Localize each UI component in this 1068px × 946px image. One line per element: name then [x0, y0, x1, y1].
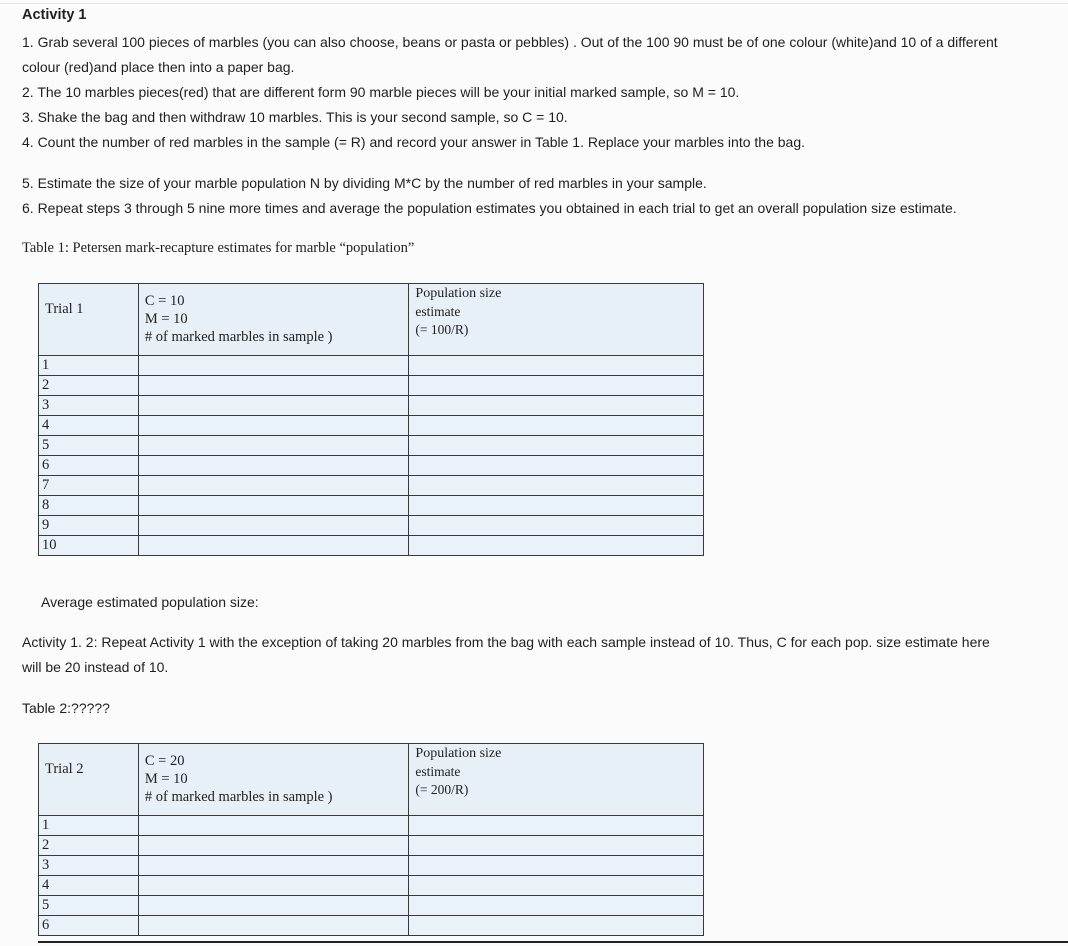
- table-row: [39, 916, 704, 936]
- step-2: 2. The 10 marbles pieces(red) that are different form 90 marble pieces will be your initial marked sample, so M = 10.: [22, 84, 740, 100]
- table2-caption: Table 2:?????: [22, 700, 110, 716]
- table-row: [39, 836, 704, 856]
- table2-c-value: C = 20: [144, 753, 185, 769]
- step-1-line-1: 1. Grab several 100 pieces of marbles (you can also choose, beans or pasta or pebbles) . Out of the 100 90 must be of one colour (white)and 10 of a different: [22, 34, 998, 50]
- trial-number: 6: [39, 456, 139, 476]
- table-row: [39, 816, 704, 836]
- population-estimate-cell[interactable]: [409, 876, 704, 896]
- trial-number: 3: [39, 396, 139, 416]
- population-estimate-cell[interactable]: [409, 816, 704, 836]
- table1-population-header: [409, 284, 704, 356]
- table-row: [39, 516, 704, 536]
- activity12-line-1: Activity 1. 2: Repeat Activity 1 with the exception of taking 20 marbles from the bag with each sample instead of 10. Thus, C for each pop. size estimate here: [22, 634, 990, 650]
- population-estimate-cell[interactable]: [409, 536, 704, 556]
- table-row: [39, 356, 704, 376]
- trial-number: 8: [39, 496, 139, 516]
- marked-count-cell[interactable]: [138, 476, 409, 496]
- marked-count-cell[interactable]: [138, 516, 409, 536]
- table2-header-row: [39, 744, 704, 816]
- table-row: [39, 416, 704, 436]
- trial-number: 10: [39, 536, 139, 556]
- marked-count-cell[interactable]: [138, 536, 409, 556]
- marked-count-cell[interactable]: [138, 876, 409, 896]
- population-estimate-cell[interactable]: [409, 916, 704, 936]
- step-3: 3. Shake the bag and then withdraw 10 marbles. This is your second sample, so C = 10.: [22, 109, 568, 125]
- marked-count-cell[interactable]: [138, 496, 409, 516]
- population-estimate-cell[interactable]: [409, 836, 704, 856]
- population-estimate-cell[interactable]: [409, 396, 704, 416]
- population-estimate-cell[interactable]: [409, 456, 704, 476]
- table2-trial-header: Trial 2: [39, 744, 139, 816]
- table2-pop-line3: (= 200/R): [415, 782, 469, 797]
- table1-caption: Table 1: Petersen mark-recapture estimates for marble “population”: [22, 240, 415, 256]
- population-estimate-cell[interactable]: [409, 496, 704, 516]
- trial-number: 5: [39, 436, 139, 456]
- marked-count-cell[interactable]: [138, 356, 409, 376]
- trial-number: 5: [39, 896, 139, 916]
- population-estimate-cell[interactable]: [409, 896, 704, 916]
- table-row: [39, 856, 704, 876]
- table1-header-row: [39, 284, 704, 356]
- step-6: 6. Repeat steps 3 through 5 nine more times and average the population estimates you obtained in each trial to get an overall population size estimate.: [22, 200, 957, 216]
- step-5: 5. Estimate the size of your marble population N by dividing M*C by the number of red marbles in your sample.: [22, 175, 707, 191]
- table-row: [39, 436, 704, 456]
- table1: [38, 283, 704, 556]
- table2-sample-header: [138, 744, 409, 816]
- table-row: [39, 536, 704, 556]
- table-row: [39, 396, 704, 416]
- marked-count-cell[interactable]: [138, 896, 409, 916]
- table2: [38, 743, 704, 936]
- trial-number: 9: [39, 516, 139, 536]
- marked-count-cell[interactable]: [138, 816, 409, 836]
- table2-pop-line1: Population size: [415, 746, 502, 761]
- table1-pop-line3: (= 100/R): [415, 322, 469, 337]
- marked-count-cell[interactable]: [138, 396, 409, 416]
- population-estimate-cell[interactable]: [409, 376, 704, 396]
- marked-count-cell[interactable]: [138, 856, 409, 876]
- population-estimate-cell[interactable]: [409, 516, 704, 536]
- table2-marked-label: # of marked marbles in sample ): [144, 789, 333, 805]
- table1-pop-line1: Population size: [415, 286, 502, 301]
- table1-marked-label: # of marked marbles in sample ): [144, 329, 333, 345]
- population-estimate-cell[interactable]: [409, 476, 704, 496]
- marked-count-cell[interactable]: [138, 416, 409, 436]
- table-row: [39, 896, 704, 916]
- trial-number: 7: [39, 476, 139, 496]
- population-estimate-cell[interactable]: [409, 356, 704, 376]
- table1-c-value: C = 10: [144, 293, 185, 309]
- population-estimate-cell[interactable]: [409, 416, 704, 436]
- activity12-line-2: will be 20 instead of 10.: [22, 659, 169, 675]
- step-4: 4. Count the number of red marbles in the sample (= R) and record your answer in Table 1. Replace your marbles into the bag.: [22, 134, 805, 150]
- marked-count-cell[interactable]: [138, 836, 409, 856]
- table2-m-value: M = 10: [144, 771, 188, 787]
- table-row: [39, 376, 704, 396]
- table2-pop-line2: estimate: [415, 764, 461, 779]
- table1-sample-header: [138, 284, 409, 356]
- average-label: Average estimated population size:: [41, 594, 259, 610]
- top-divider: [0, 3, 1068, 4]
- trial-number: 4: [39, 416, 139, 436]
- marked-count-cell[interactable]: [138, 436, 409, 456]
- marked-count-cell[interactable]: [138, 376, 409, 396]
- trial-number: 6: [39, 916, 139, 936]
- table-row: [39, 876, 704, 896]
- trial-number: 3: [39, 856, 139, 876]
- trial-number: 2: [39, 836, 139, 856]
- trial-number: 4: [39, 876, 139, 896]
- trial-number: 1: [39, 356, 139, 376]
- table2-population-header: [409, 744, 704, 816]
- table-row: [39, 456, 704, 476]
- trial-number: 1: [39, 816, 139, 836]
- population-estimate-cell[interactable]: [409, 436, 704, 456]
- marked-count-cell[interactable]: [138, 456, 409, 476]
- marked-count-cell[interactable]: [138, 916, 409, 936]
- table1-pop-line2: estimate: [415, 304, 461, 319]
- activity1-heading: Activity 1: [22, 7, 87, 23]
- table-row: [39, 496, 704, 516]
- table1-trial-header: Trial 1: [39, 284, 139, 356]
- step-1-line-2: colour (red)and place then into a paper bag.: [22, 59, 295, 75]
- population-estimate-cell[interactable]: [409, 856, 704, 876]
- trial-number: 2: [39, 376, 139, 396]
- bottom-rule: [38, 941, 1068, 943]
- table-row: [39, 476, 704, 496]
- table1-m-value: M = 10: [144, 311, 188, 327]
